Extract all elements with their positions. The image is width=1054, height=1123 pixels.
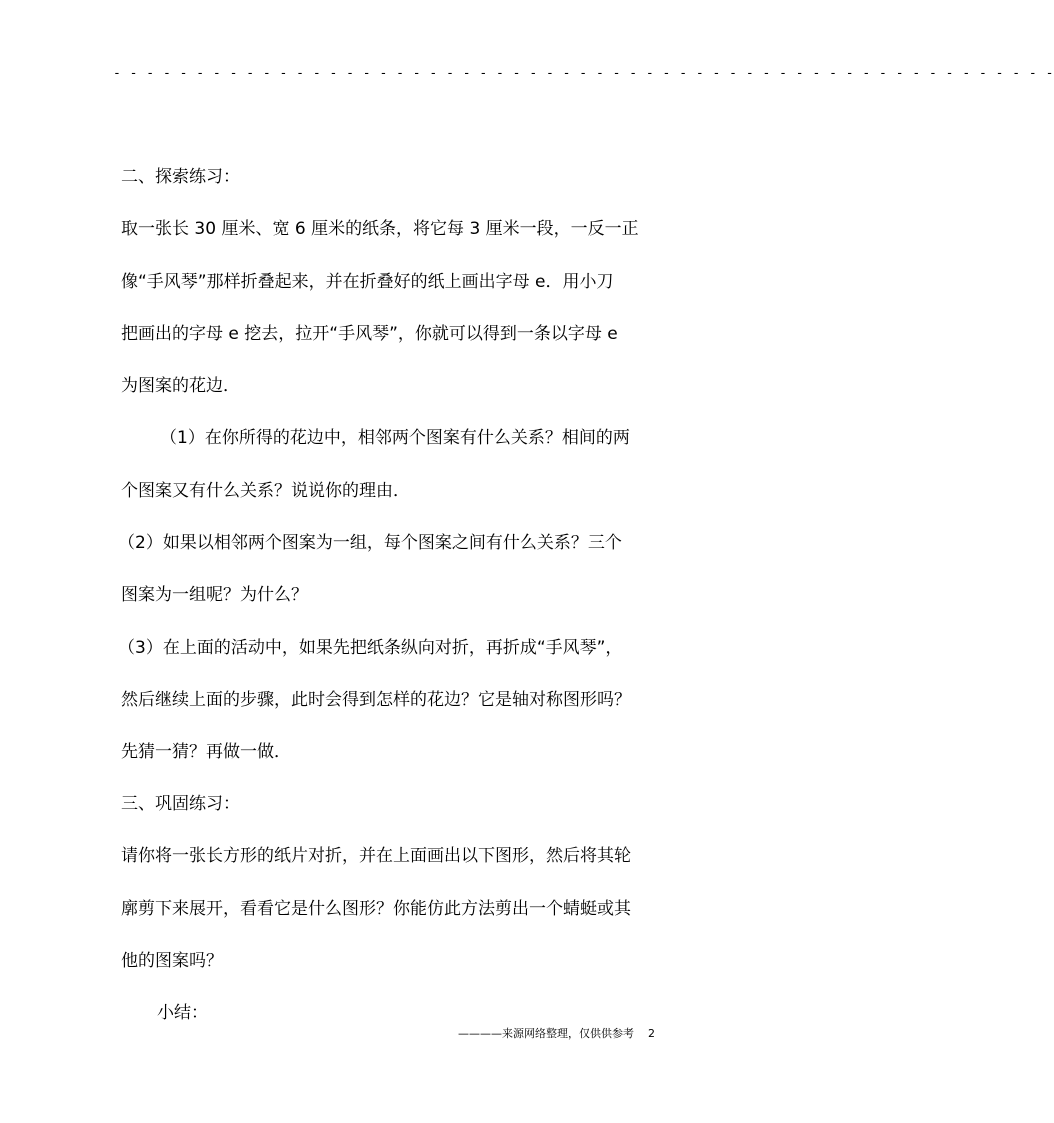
footer-source-note: ————来源网络整理，仅供供参考 bbox=[458, 1027, 634, 1040]
intro-line-2: 像“手风琴”那样折叠起来，并在折叠好的纸上画出字母 e．用小刀 bbox=[121, 272, 614, 292]
question-1-line-2: 个图案又有什么关系？说说你的理由． bbox=[121, 481, 410, 501]
section-2-heading: 二、探索练习： bbox=[121, 167, 240, 187]
question-3-line-1: （3）在上面的活动中，如果先把纸条纵向对折，再折成“手风琴”， bbox=[118, 638, 623, 658]
question-2-line-1: （2）如果以相邻两个图案为一组，每个图案之间有什么关系？三个 bbox=[118, 533, 622, 553]
question-2-line-2: 图案为一组呢？为什么？ bbox=[121, 585, 308, 605]
page-footer bbox=[458, 1027, 655, 1041]
question-1-line-1: （1）在你所得的花边中，相邻两个图案有什么关系？相间的两 bbox=[160, 428, 630, 448]
section-3-heading: 三、巩固练习： bbox=[121, 794, 240, 814]
intro-line-4: 为图案的花边． bbox=[121, 376, 240, 396]
exercise-line-2: 廓剪下来展开，看看它是什么图形？你能仿此方法剪出一个蜻蜓或其 bbox=[121, 899, 631, 919]
page-number: 2 bbox=[648, 1027, 655, 1040]
exercise-line-1: 请你将一张长方形的纸片对折，并在上面画出以下图形，然后将其轮 bbox=[121, 846, 631, 866]
question-3-line-2: 然后继续上面的步骤，此时会得到怎样的花边？它是轴对称图形吗？ bbox=[121, 690, 631, 710]
header-dashed-rule: - - - - - - - - - - - - - - - - - - - - - - - - - - - - - - - - - - - - - - - - - - - - - - - - - - - - - - - - - bbox=[113, 66, 1054, 81]
exercise-line-3: 他的图案吗？ bbox=[121, 951, 223, 971]
summary-label: 小结： bbox=[157, 1003, 208, 1023]
intro-line-1: 取一张长 30 厘米、宽 6 厘米的纸条，将它每 3 厘米一段，一反一正 bbox=[121, 219, 639, 239]
question-3-line-3: 先猜一猜？再做一做． bbox=[121, 742, 291, 762]
intro-line-3: 把画出的字母 e 挖去，拉开“手风琴”，你就可以得到一条以字母 e bbox=[121, 324, 618, 344]
